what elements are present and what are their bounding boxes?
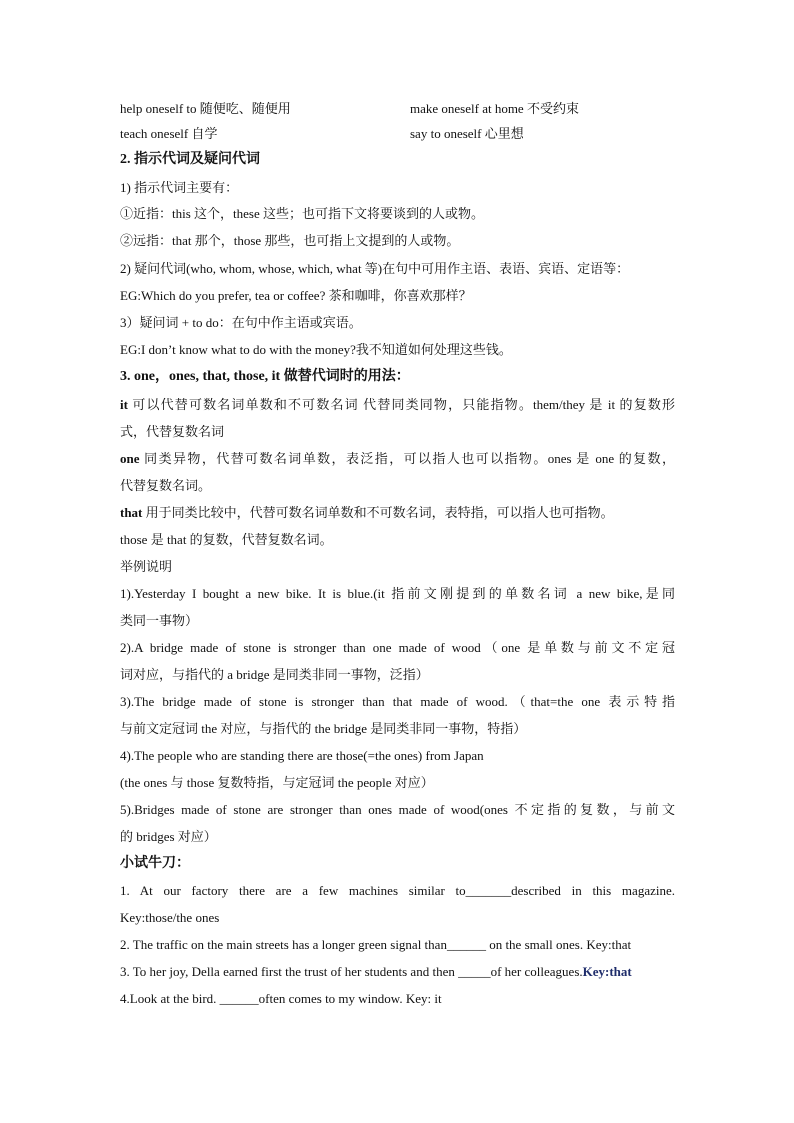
vocab-teach-oneself: teach oneself 自学 bbox=[120, 126, 218, 141]
it-desc-1: 可以代替可数名词单数和不可数名词 代替同类同物，只能指物。them/they 是 it 的复数形 bbox=[127, 397, 675, 412]
question-3-text: 3. To her joy, Della earned first the trust of her students and then _____of her colleagues. bbox=[120, 964, 583, 979]
question-3-key: Key:that bbox=[582, 964, 632, 979]
examples-label: 举例说明 bbox=[120, 559, 173, 574]
example-2-line-1: 2).A bridge made of stone is stronger than one made of wood（one 是单数与前文不定冠 bbox=[120, 640, 675, 655]
vocab-make-oneself: make oneself at home 不受约束 bbox=[410, 101, 579, 116]
that-term: that bbox=[120, 505, 143, 520]
example-1-line-2: 类同一事物） bbox=[120, 613, 199, 628]
example-4-line-1: 4).The people who are standing there are those(=the ones) from Japan bbox=[120, 748, 484, 763]
those-line: those 是 that 的复数，代替复数名词。 bbox=[120, 532, 333, 547]
that-desc: 用于同类比较中，代替可数名词单数和不可数名词，表特指，可以指人也可指物。 bbox=[142, 505, 614, 520]
example-4-line-2: (the ones 与 those 复数特指，与定冠词 the people 对应） bbox=[120, 775, 434, 790]
vocab-row-1 bbox=[120, 101, 675, 117]
vocab-say-to-oneself: say to oneself 心里想 bbox=[410, 126, 524, 141]
one-line-1 bbox=[120, 451, 675, 467]
example-2-line-2: 词对应，与指代的 a bridge 是同类非同一事物，泛指） bbox=[120, 667, 429, 682]
that-line bbox=[120, 505, 675, 521]
section2-p7: EG:I don’t know what to do with the money?我不知道如何处理这些钱。 bbox=[120, 342, 512, 357]
section2-p2: ①近指：this 这个，these 这些；也可指下文将要谈到的人或物。 bbox=[120, 206, 484, 221]
vocab-row-2 bbox=[120, 126, 675, 142]
one-term: one bbox=[120, 451, 140, 466]
section2-heading: 2. 指示代词及疑问代词 bbox=[120, 152, 260, 167]
example-5-line-2: 的 bridges 对应） bbox=[120, 829, 217, 844]
one-desc-1: 同类异物，代替可数名词单数，表泛指，可以指人也可以指物。ones 是 one 的复数， bbox=[139, 451, 675, 466]
question-2: 2. The traffic on the main streets has a longer green signal than______ on the small ones. Key:that bbox=[120, 937, 632, 952]
it-term: it bbox=[120, 397, 128, 412]
example-1-line-1: 1).Yesterday I bought a new bike. It is blue.(it 指前文刚提到的单数名词 a new bike,是同 bbox=[120, 586, 675, 601]
example-3-line-1: 3).The bridge made of stone is stronger than that made of wood.（that=the one 表示特指 bbox=[120, 694, 675, 709]
section2-p5: EG:Which do you prefer, tea or coffee? 茶和咖啡，你喜欢那样？ bbox=[120, 288, 472, 303]
question-1: 1. At our factory there are a few machines similar to_______described in this magazine. bbox=[120, 883, 675, 898]
example-3-line-2: 与前文定冠词 the 对应，与指代的 the bridge 是同类非同一事物，特指） bbox=[120, 721, 527, 736]
section2-p4: 2) 疑问代词(who, whom, whose, which, what 等)在句中可用作主语、表语、宾语、定语等： bbox=[120, 261, 630, 276]
question-1-key: Key:those/the ones bbox=[120, 910, 220, 925]
one-line-2: 代替复数名词。 bbox=[120, 478, 212, 493]
practice-heading: 小试牛刀： bbox=[120, 856, 190, 871]
section2-p1: 1) 指示代词主要有： bbox=[120, 180, 239, 195]
question-3 bbox=[120, 964, 675, 980]
it-line-1 bbox=[120, 397, 675, 413]
question-4: 4.Look at the bird. ______often comes to my window. Key: it bbox=[120, 991, 442, 1006]
section2-p6: 3）疑问词 + to do：在句中作主语或宾语。 bbox=[120, 315, 362, 330]
vocab-help-oneself: help oneself to 随便吃、随便用 bbox=[120, 101, 291, 116]
it-line-2: 式，代替复数名词 bbox=[120, 424, 225, 439]
section2-p3: ②远指：that 那个，those 那些，也可指上文提到的人或物。 bbox=[120, 233, 460, 248]
section3-heading: 3. one，ones, that, those, it 做替代词时的用法： bbox=[120, 369, 410, 384]
example-5-line-1: 5).Bridges made of stone are stronger than ones made of wood(ones 不定指的复数，与前文 bbox=[120, 802, 675, 817]
